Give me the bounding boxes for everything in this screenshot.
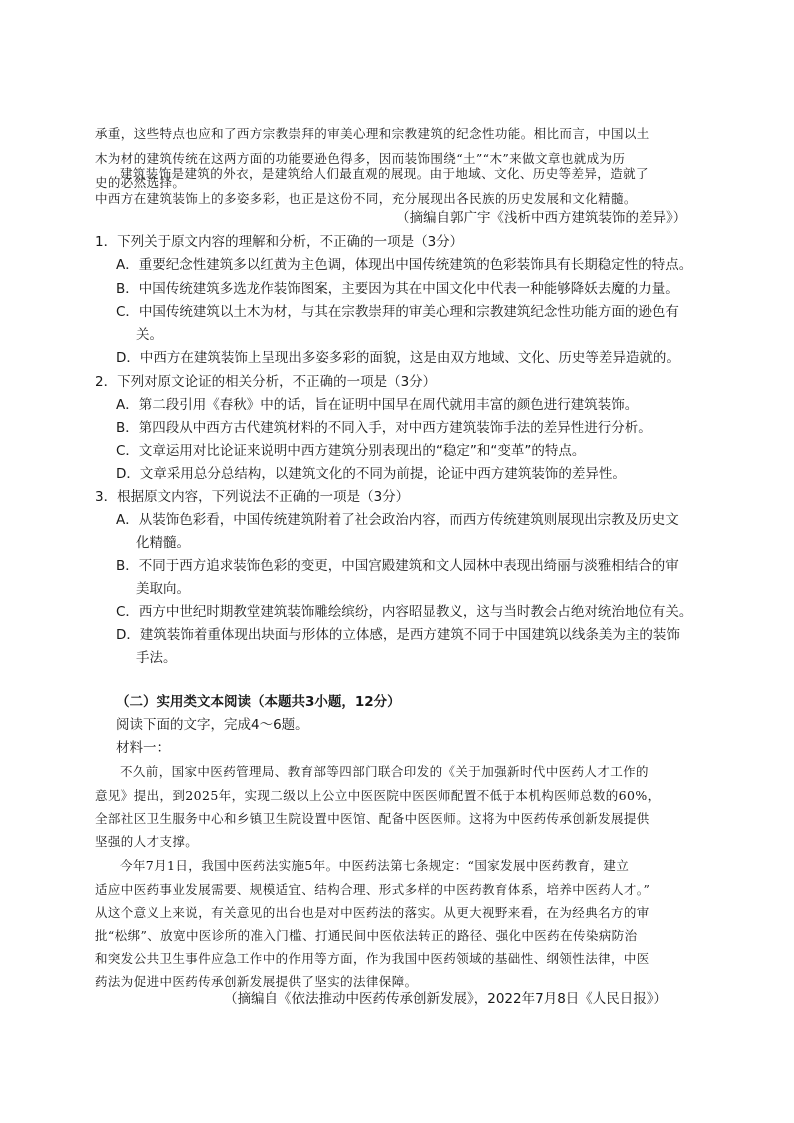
passage1-p1-line2: 木为材的建筑传统在这两方面的功能要逊色得多，因而装饰围绕“土”“木”来做文章也就成为历 [95, 151, 626, 166]
question-2-option-d: D．文章采用总分总结构，以建筑文化的不同为前提，论证中西方建筑装饰的差异性。 [116, 466, 626, 482]
question-1-option-c-cont: 关。 [136, 327, 163, 343]
material-1-p2-line3: 从这个意义上来说，有关意见的出台也是对中医药法的落实。从更大视野来看，在为经典名方的审 [95, 905, 650, 920]
question-1-stem: 1．下列关于原文内容的理解和分析，不正确的一项是（3分） [95, 234, 464, 250]
material-1-p2-line4: 批“松绑”、放宽中医诊所的准入门槛、打通民间中医依法转正的路径、强化中医药在传染病防治 [95, 928, 638, 943]
question-2-option-c: C．文章运用对比论证来说明中西方建筑分别表现出的“稳定”和“变革”的特点。 [116, 443, 586, 459]
passage1-p1-line3: 史的必然选择。 [95, 175, 186, 190]
question-3-option-d-cont: 手法。 [136, 650, 177, 666]
material-1-p2-line6: 药法为促进中医药传承创新发展提供了坚实的法律保障。 [95, 974, 418, 989]
question-3-option-b: B．不同于西方追求装饰色彩的变更，中国宫殿建筑和文人园林中表现出绮丽与淡雅相结合的审 [116, 558, 679, 574]
material-1-p1-line2: 意见》提出，到2025年，实现二级以上公立中医医院中医医师配置不低于本机构医师总数的60%， [95, 788, 661, 803]
material-1-p2-line1: 今年7月1日，我国中医药法实施5年。中医药法第七条规定：“国家发展中医药教育，建立 [120, 858, 630, 873]
passage1-p1-line1: 承重，这些特点也应和了西方宗教崇拜的审美心理和宗教建筑的纪念性功能。相比而言，中国以土 [95, 126, 650, 141]
material-1-p2-line5: 和突发公共卫生事件应急工作中的作用等方面，作为我国中医药领域的基础性、纲领性法律，中医 [95, 951, 650, 966]
question-3-stem: 3．根据原文内容，下列说法不正确的一项是（3分） [95, 489, 410, 505]
passage1-source: （摘编自郭广宇《浅析中西方建筑装饰的差异》） [396, 210, 687, 226]
section-2-instruction: 阅读下面的文字，完成4～6题。 [116, 717, 309, 733]
passage1-p2-line2: 中西方在建筑装饰上的多姿多彩，也正是这份不同，充分展现出各民族的历史发展和文化精髓。 [95, 191, 637, 206]
material-1-p1-line1: 不久前，国家中医药管理局、教育部等四部门联合印发的《关于加强新时代中医药人才工作的 [120, 764, 649, 779]
question-2-option-a: A．第二段引用《春秋》中的话，旨在证明中国早在周代就用丰富的颜色进行建筑装饰。 [116, 397, 639, 413]
question-2-stem: 2．下列对原文论证的相关分析，不正确的一项是（3分） [95, 374, 437, 390]
question-1-option-a: A．重要纪念性建筑多以红黄为主色调，体现出中国传统建筑的色彩装饰具有长期稳定性的特点。 [116, 257, 693, 273]
material-1-p1-line3: 全部社区卫生服务中心和乡镇卫生院设置中医馆、配备中医医师。这将为中医药传承创新发展提供 [95, 811, 650, 826]
material-1-p1-line4: 坚强的人才支撑。 [95, 834, 199, 849]
material-1-source: （摘编自《依法推动中医药传承创新发展》，2022年7月8日《人民日报》） [224, 991, 668, 1007]
question-3-option-b-cont: 美取向。 [136, 581, 190, 597]
question-3-option-d: D．建筑装饰着重体现出块面与形体的立体感，是西方建筑不同于中国建筑以线条美为主的装饰 [116, 627, 680, 643]
passage1-p2-line1: 建筑装饰是建筑的外衣，是建筑给人们最直观的展现。由于地域、文化、历史等差异，造就了 [120, 166, 649, 181]
question-1-option-b: B．中国传统建筑多选龙作装饰图案，主要因为其在中国文化中代表一种能够降妖去魔的力量。 [116, 281, 679, 297]
question-3-option-a: A．从装饰色彩看，中国传统建筑附着了社会政治内容，而西方传统建筑则展现出宗教及历史文 [116, 512, 679, 528]
section-2-heading: （二）实用类文本阅读（本题共3小题，12分） [116, 694, 401, 710]
material-1-label: 材料一： [116, 740, 170, 756]
question-1-option-c: C．中国传统建筑以土木为材，与其在宗教崇拜的审美心理和宗教建筑纪念性功能方面的逊色有 [116, 304, 679, 320]
question-3-option-c: C．西方中世纪时期教堂建筑装饰雕绘缤纷，内容昭显教义，这与当时教会占绝对统治地位有关。 [116, 604, 693, 620]
question-1-option-d: D．中西方在建筑装饰上呈现出多姿多彩的面貌，这是由双方地域、文化、历史等差异造就的。 [116, 350, 680, 366]
question-2-option-b: B．第四段从中西方古代建筑材料的不同入手，对中西方建筑装饰手法的差异性进行分析。 [116, 420, 652, 436]
material-1-p2-line2: 适应中医药事业发展需要、规模适宜、结构合理、形式多样的中医药教育体系，培养中医药人才。” [95, 882, 651, 897]
question-3-option-a-cont: 化精髓。 [136, 535, 190, 551]
